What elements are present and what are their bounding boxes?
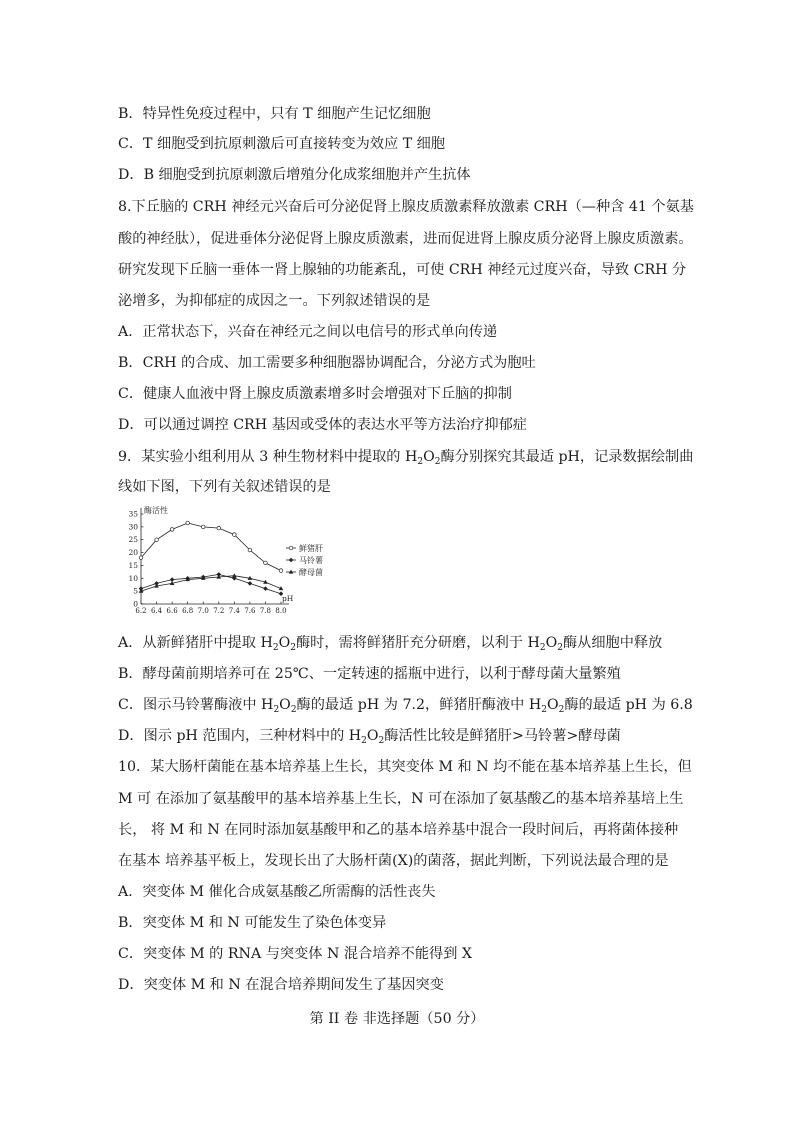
- legend-marker: [289, 546, 293, 550]
- data-point: [263, 586, 268, 591]
- legend-label: 鲜猪肝: [299, 544, 323, 553]
- q8-stem-line-2: 酸的神经肽），促进垂体分泌促肾上腺皮质激素，进而促进肾上腺皮质分泌肾上腺皮质激素。: [118, 231, 693, 247]
- legend-label: 马铃薯: [299, 556, 323, 565]
- q10-option-a: A．突变体 M 催化合成氨基酸乙所需酶的活性丧失: [118, 884, 436, 900]
- x-tick-label: 7.8: [259, 607, 272, 615]
- x-tick-label: 6.8: [182, 607, 194, 615]
- x-tick-label: 8.0: [275, 607, 287, 615]
- q10-stem-line-4: 在基本 培养基平板上，发现长出了大肠杆菌(X)的菌落，据此判断，下列说法最合理的是: [118, 853, 669, 869]
- q10-stem-line-3: 长， 将 M 和 N 在同时添加氨基酸甲和乙的基本培养基中混合一段时间后，再将菌体接种: [118, 822, 679, 838]
- data-point: [232, 573, 237, 577]
- y-tick-label: 5: [133, 586, 138, 596]
- x-tick-label: 6.6: [166, 607, 178, 615]
- y-tick-label: 0: [133, 599, 138, 609]
- x-tick-label: 7.4: [228, 607, 240, 615]
- legend-label: 酵母菌: [299, 568, 323, 577]
- q7-option-c: C．T 细胞受到抗原刺激后可直接转变为效应 T 细胞: [118, 136, 446, 152]
- q8-option-d: D．可以通过调控 CRH 基因或受体的表达水平等方法治疗抑郁症: [118, 417, 527, 433]
- legend-marker: [289, 558, 294, 563]
- q8-stem-line-3: 研究发现下丘脑一垂体一肾上腺轴的功能紊乱，可使 CRH 神经元过度兴奋，导致 CRH 分: [118, 262, 687, 278]
- data-point: [201, 525, 205, 529]
- x-tick-label: 7.2: [213, 607, 225, 615]
- enzyme-activity-chart: [128, 506, 358, 618]
- q8-stem-line-1: 8.下丘脑的 CRH 神经元兴奋后可分泌促肾上腺皮质激素释放激素 CRH（—种含 41 个氨基: [118, 199, 694, 215]
- data-point: [248, 581, 253, 586]
- q10-stem-line-1: 10．某大肠杆菌能在基本培养基上生长，其突变体 M 和 N 均不能在基本培养基上生长，但: [118, 759, 692, 775]
- q7-option-b: B．特异性免疫过程中，只有 T 细胞产生记忆细胞: [118, 106, 431, 122]
- data-point: [279, 569, 283, 573]
- q7-option-d: D．B 细胞受到抗原刺激后增殖分化成浆细胞并产生抗体: [118, 167, 471, 183]
- q9-option-b: B．酵母菌前期培养可在 25℃、一定转速的摇瓶中进行，以利于酵母菌大量繁殖: [118, 666, 621, 682]
- q9-option-c: C．图示马铃薯酶液中 $H_2O_2$酶的最适 pH 为 7.2，鲜猪肝酶液中 $H_2O_2$酶的最适 pH 为 6.8: [118, 697, 693, 715]
- series-line: [141, 523, 281, 571]
- q8-option-c: C．健康人血液中肾上腺皮质激素增多时会增强对下丘脑的抑制: [118, 386, 512, 402]
- y-tick-label: 35: [128, 509, 138, 519]
- section-heading: 第 II 卷 非选择题（50 分）: [309, 1011, 485, 1027]
- y-tick-label: 15: [128, 560, 138, 570]
- data-point: [155, 538, 159, 542]
- q8-option-a: A．正常状态下，兴奋在神经元之间以电信号的形式单向传递: [118, 324, 498, 340]
- q9-option-a: A．从新鲜猪肝中提取 $H_2O_2$酶时，需将鲜猪肝充分研磨，以利于 $H_2O_2$酶从细胞中释放: [118, 635, 663, 653]
- q10-option-d: D．突变体 M 和 N 在混合培养期间发生了基因突变: [118, 977, 444, 993]
- x-axis-label: pH: [282, 594, 294, 603]
- y-axis-label: 酶活性: [144, 506, 168, 515]
- q10-option-b: B．突变体 M 和 N 可能发生了染色体变异: [118, 915, 387, 931]
- data-point: [248, 548, 252, 552]
- y-tick-label: 25: [128, 535, 138, 545]
- y-tick-label: 20: [128, 548, 138, 558]
- q10-stem-line-2: M 可 在添加了氨基酸甲的基本培养基上生长，N 可在添加了氨基酸乙的基本培养基培上生: [118, 791, 684, 807]
- y-tick-label: 30: [128, 522, 138, 532]
- data-point: [264, 561, 268, 565]
- series-line: [141, 576, 281, 591]
- x-tick-label: 7.0: [197, 607, 209, 615]
- x-tick-label: 6.2: [135, 607, 147, 615]
- data-point: [233, 533, 237, 537]
- data-point: [186, 521, 190, 525]
- legend-marker: [289, 570, 294, 574]
- x-tick-label: 7.6: [244, 607, 256, 615]
- data-point: [139, 556, 143, 560]
- data-point: [217, 526, 221, 530]
- q8-option-b: B．CRH 的合成、加工需要多种细胞器协调配合，分泌方式为胞吐: [118, 355, 536, 371]
- q10-option-c: C．突变体 M 的 RNA 与突变体 N 混合培养不能得到 X: [118, 946, 472, 962]
- q8-stem-line-4: 泌增多，为抑郁症的成因之一。下列叙述错误的是: [118, 293, 431, 309]
- y-tick-label: 10: [128, 573, 138, 583]
- x-tick-label: 6.4: [150, 607, 163, 615]
- data-point: [170, 528, 174, 532]
- q9-option-d: D．图示 pH 范围内，三种材料中的 $H_2O_2$酶活性比较是鲜猪肝>马铃薯>酵母菌: [118, 728, 621, 746]
- q9-stem-line-1: 9．某实验小组利用从 3 种生物材料中提取的 $H_2O_2$酶分别探究其最适 pH，记录数据绘制曲: [118, 449, 694, 467]
- q9-stem-line-2: 线如下图，下列有关叙述错误的是: [118, 479, 331, 495]
